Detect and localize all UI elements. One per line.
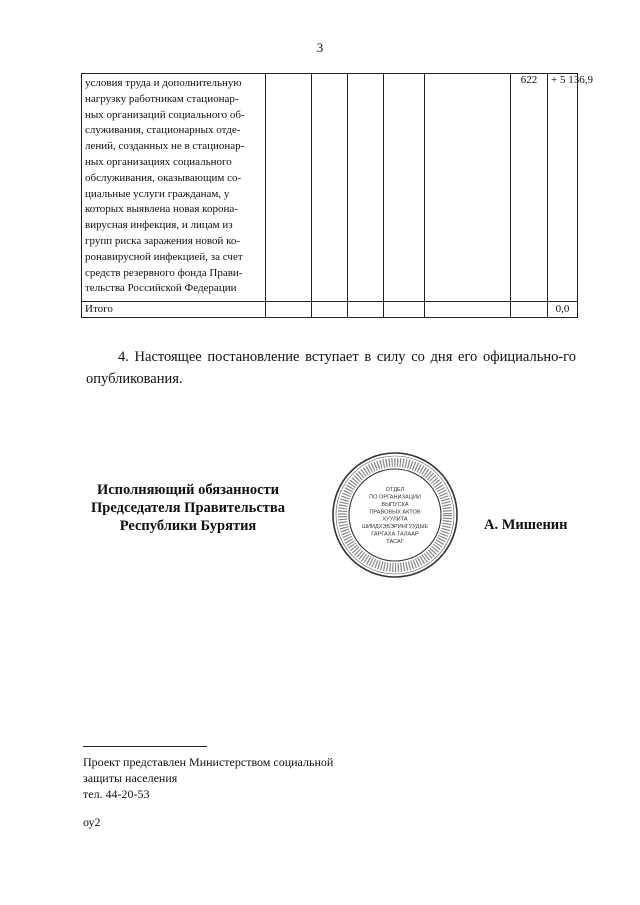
- footnote-separator: [83, 746, 207, 747]
- seal-text-line: ШИИДХЭБЭРИНГУУДЫЕ: [361, 524, 429, 531]
- expense-description-line: тельства Российской Федерации: [85, 282, 237, 295]
- expense-description-line: средств резервного фонда Прави-: [85, 266, 243, 279]
- total-amount: 0,0: [548, 302, 578, 318]
- amount-cell: + 5 136,9: [548, 74, 578, 302]
- total-row: [82, 302, 578, 318]
- expense-type-code: 622: [511, 74, 548, 302]
- table-cell: [266, 302, 312, 318]
- expense-description-line: лений, созданных не в стационар-: [85, 140, 245, 153]
- expense-description-line: циальные услуги гражданам, у: [85, 187, 230, 200]
- table-cell: [312, 74, 348, 302]
- seal-text-line: ВЫПУСКА: [381, 501, 409, 508]
- expense-description-line: групп риска заражения новой ко-: [85, 234, 241, 247]
- page-number: 3: [316, 40, 324, 55]
- table-row: [82, 74, 578, 302]
- signer-title-line: Республики Бурятия: [119, 518, 257, 534]
- footnote-line: тел. 44-20-53: [83, 787, 150, 801]
- footnote-line: защиты населения: [83, 771, 178, 785]
- expense-description-line: ронавирусной инфекцией, за счет: [85, 250, 243, 263]
- table-cell: [348, 74, 384, 302]
- signer-title: [80, 481, 296, 535]
- signer-name: А. Мишенин: [484, 517, 568, 533]
- seal-text-line: ГАРГАХА ТАЛААР: [371, 531, 419, 538]
- signer-title-line: Председателя Правительства: [91, 500, 285, 516]
- expense-description-line: служивания, стационарных отде-: [85, 124, 241, 137]
- expense-description-line: обслуживания, оказывающим со-: [85, 171, 242, 184]
- expense-description-cell: [82, 74, 266, 302]
- table-cell: [425, 302, 511, 318]
- table-cell: [384, 302, 425, 318]
- table-cell: [312, 302, 348, 318]
- budget-table: [81, 73, 593, 318]
- total-label: Итого: [82, 302, 266, 318]
- footnote: [83, 754, 333, 802]
- table-cell: [266, 74, 312, 302]
- seal-text-line: ТАСАГ: [386, 538, 404, 545]
- expense-description: [85, 76, 262, 297]
- expense-description-line: нагрузку работникам стационар-: [85, 92, 239, 105]
- table-cell: [384, 74, 425, 302]
- expense-description-line: ных организациях социального: [85, 155, 232, 168]
- expense-description-line: вирусная инфекция, и лицам из: [85, 219, 233, 232]
- document-code: оу2: [83, 815, 101, 829]
- table-cell: [511, 302, 548, 318]
- expense-description-line: ных организаций социального об-: [85, 108, 245, 121]
- table-cell: [425, 74, 511, 302]
- seal-text-line: ПРАВОВЫХ АКТОВ: [369, 509, 421, 516]
- expense-description-line: условия труда и дополнительную: [85, 77, 242, 89]
- expense-description-line: которых выявлена новая корона-: [85, 203, 238, 216]
- signer-title-line: Исполняющий обязанности: [96, 482, 280, 498]
- footnote-line: Проект представлен Министерством социальной: [83, 755, 334, 769]
- seal-text-line: ПО ОРГАНИЗАЦИИ: [369, 494, 421, 501]
- seal-text-line: ОТДЕЛ: [385, 487, 405, 494]
- seal-text-line: ХУУЛИТА: [382, 516, 408, 523]
- table-cell: [348, 302, 384, 318]
- official-seal-stamp: [330, 450, 460, 580]
- effective-date-paragraph: 4. Настоящее постановление вступает в силу со дня его официально-го опубликования.: [86, 349, 576, 387]
